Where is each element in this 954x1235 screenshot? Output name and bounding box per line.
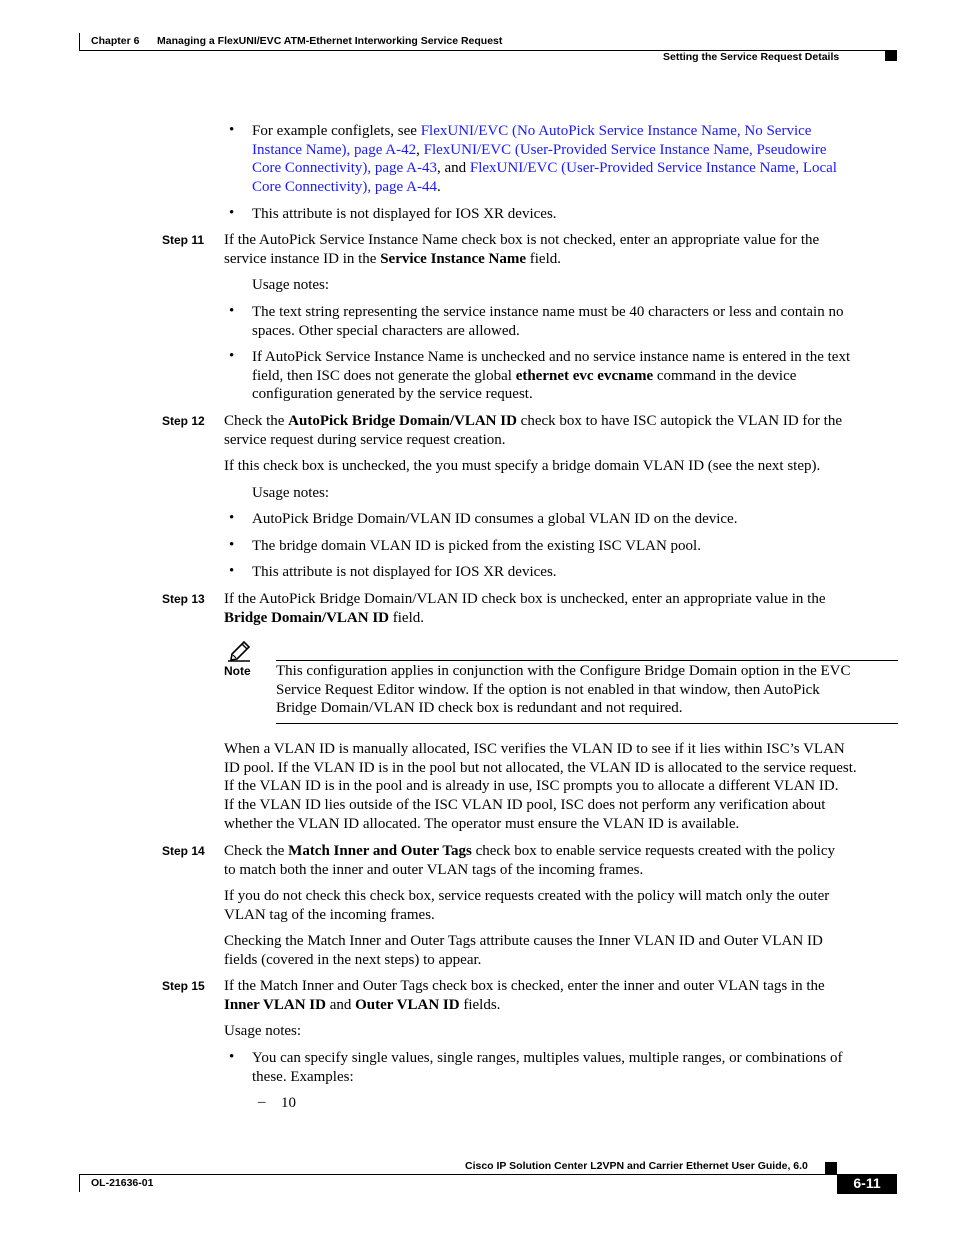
text-line: spaces. Other special characters are allowed.: [252, 322, 520, 339]
text-line: Service Request Editor window. If the option is not enabled in that window, then AutoPick: [276, 681, 820, 698]
period: .: [436, 179, 441, 196]
step-12-label: Step 12: [162, 414, 205, 428]
text-line: When a VLAN ID is manually allocated, ISC verifies the VLAN ID to see if it lies within ISC’s VLAN: [224, 741, 845, 757]
text-line: fields.: [459, 996, 501, 1013]
configlet-intro: For example configlets, see: [252, 123, 421, 139]
configlet-bullet: [252, 122, 902, 197]
separator: , and: [436, 160, 470, 177]
field-name-bridge-domain: Bridge Domain/VLAN ID: [224, 609, 390, 626]
text-line: Check the: [224, 413, 289, 429]
separator: ,: [416, 141, 424, 158]
field-name-autopick-bd: AutoPick Bridge Domain/VLAN ID: [288, 413, 517, 429]
bullet-glyph: •: [229, 1049, 235, 1065]
page-number: 6-11: [853, 1175, 881, 1191]
text-line: If the AutoPick Bridge Domain/VLAN ID check box is unchecked, enter an appropriate value in the: [224, 591, 826, 607]
text-line: to match both the inner and outer VLAN tags of the incoming frames.: [224, 861, 644, 878]
text-line: You can specify single values, single ranges, multiples values, multiple ranges, or combinations of: [252, 1050, 843, 1066]
footer-guide-title: Cisco IP Solution Center L2VPN and Carrier Ethernet User Guide, 6.0: [465, 1160, 808, 1172]
field-name-outer-vlan: Outer VLAN ID: [355, 996, 460, 1013]
text-line: whether the VLAN ID allocated. The operator must ensure the VLAN ID is available.: [224, 815, 740, 832]
text-line: Checking the Match Inner and Outer Tags attribute causes the Inner VLAN ID and Outer VLAN ID: [224, 933, 823, 949]
field-name-inner-vlan: Inner VLAN ID: [224, 996, 326, 1013]
note-pencil-icon: [226, 638, 254, 662]
text-line: This configuration applies in conjunction with the Configure Bridge Domain option in the EVC: [276, 663, 851, 679]
note-top-rule: [276, 660, 898, 661]
text-line: command in the device: [653, 367, 797, 384]
text-line: check box to enable service requests created with the policy: [471, 843, 835, 859]
text-line: If the Match Inner and Outer Tags check box is checked, enter the inner and outer VLAN tags in the: [224, 978, 825, 994]
bullet-glyph: •: [229, 303, 235, 319]
step-13-label: Step 13: [162, 592, 205, 606]
step-11-bullet-1: [252, 303, 902, 340]
header-section: Setting the Service Request Details: [663, 51, 840, 63]
text-line: Bridge Domain/VLAN ID check box is redundant and not required.: [276, 700, 683, 717]
step-12-bullet-1: AutoPick Bridge Domain/VLAN ID consumes a global VLAN ID on the device.: [252, 511, 738, 527]
command-name: ethernet evc evcname: [515, 367, 654, 384]
bullet-glyph: •: [229, 205, 235, 221]
text-line: fields (covered in the next steps) to appear.: [224, 951, 482, 968]
note-label: Note: [224, 664, 251, 678]
bullet-glyph: •: [229, 348, 235, 364]
step-12-text: [224, 412, 904, 449]
bullet-glyph: •: [229, 563, 235, 579]
text-line: Check the: [224, 843, 289, 859]
text-line: VLAN tag of the incoming frames.: [224, 906, 435, 923]
step-14-text: [224, 842, 904, 879]
footer-doc-number: OL-21636-01: [91, 1177, 154, 1189]
text-line: field, then ISC does not generate the global: [252, 367, 516, 384]
step-11-text: [224, 231, 904, 268]
step-14-para-3: [224, 932, 904, 969]
link-local[interactable]: FlexUNI/EVC (User-Provided Service Instance Name, Local: [469, 160, 837, 177]
text-line: configuration generated by the service request.: [252, 386, 533, 403]
text-line: If you do not check this check box, service requests created with the policy will match only the outer: [224, 888, 830, 904]
example-value: 10: [281, 1095, 296, 1111]
footer-left-rule: [79, 1174, 80, 1192]
text-line: ID pool. If the VLAN ID is in the pool but not allocated, the VLAN ID is allocated to the service request.: [224, 759, 857, 776]
bullet-glyph: •: [229, 510, 235, 526]
step-11-line1: If the AutoPick Service Instance Name check box is not checked, enter an appropriate value for the: [224, 232, 820, 248]
text-line: these. Examples:: [252, 1068, 354, 1085]
step-15-bullet-1: [252, 1049, 902, 1086]
header-chapter-title: Managing a FlexUNI/EVC ATM-Ethernet Interworking Service Request: [157, 35, 503, 47]
footer-rule: [79, 1174, 897, 1175]
link-pseudowire-cont[interactable]: Core Connectivity), page A-43: [252, 160, 437, 177]
usage-notes-label: Usage notes:: [224, 1023, 302, 1039]
step-14-label: Step 14: [162, 844, 205, 858]
step-13-text: [224, 590, 904, 627]
field-name-match-tags: Match Inner and Outer Tags: [288, 843, 472, 859]
step-11-line2: service instance ID in the: [224, 250, 381, 267]
step-12-bullet-2: The bridge domain VLAN ID is picked from the existing ISC VLAN pool.: [252, 538, 701, 554]
note-text: [276, 662, 901, 718]
bullet-glyph: •: [229, 122, 235, 138]
header-marker-block: [885, 50, 897, 61]
link-no-autopick[interactable]: FlexUNI/EVC (No AutoPick Service Instance Name, No Service: [420, 123, 812, 139]
ios-xr-bullet: This attribute is not displayed for IOS XR devices.: [252, 206, 557, 222]
step-12-para-2: If this check box is unchecked, the you must specify a bridge domain VLAN ID (see the next step).: [224, 458, 821, 474]
text-line: check box to have ISC autopick the VLAN ID for the: [516, 413, 842, 429]
dash-glyph: –: [258, 1094, 266, 1110]
step-12-bullet-3: This attribute is not displayed for IOS XR devices.: [252, 564, 557, 580]
text-line: and: [325, 996, 356, 1013]
link-local-cont[interactable]: Core Connectivity), page A-44: [252, 179, 437, 196]
step-11-line2-end: field.: [526, 250, 561, 267]
usage-notes-label: Usage notes:: [252, 485, 330, 501]
text-line: If AutoPick Service Instance Name is unchecked and no service instance name is entered in the text: [252, 349, 851, 365]
step-15-label: Step 15: [162, 979, 205, 993]
header-left-rule: [79, 33, 80, 51]
vlan-allocation-paragraph: [224, 740, 914, 834]
usage-notes-label: Usage notes:: [252, 277, 330, 293]
step-11-bullet-2: [252, 348, 902, 404]
field-name-service-instance: Service Instance Name: [380, 250, 526, 267]
header-chapter: Chapter 6: [91, 35, 140, 47]
text-line: The text string representing the service instance name must be 40 characters or less and contain no: [252, 304, 844, 320]
step-14-para-2: [224, 887, 904, 924]
step-11-label: Step 11: [162, 233, 205, 247]
footer-marker-block: [825, 1162, 837, 1174]
text-line: field.: [389, 609, 425, 626]
note-bottom-rule: [276, 723, 898, 724]
link-pseudowire[interactable]: FlexUNI/EVC (User-Provided Service Instance Name, Pseudowire: [423, 141, 827, 158]
link-no-autopick-cont[interactable]: Instance Name), page A-42: [252, 141, 417, 158]
bullet-glyph: •: [229, 537, 235, 553]
step-15-text: [224, 977, 904, 1014]
text-line: service request during service request creation.: [224, 431, 506, 448]
text-line: If the VLAN ID is in the pool and is already in use, ISC prompts you to allocate a different VLAN ID.: [224, 778, 839, 795]
text-line: If the VLAN ID lies outside of the ISC VLAN ID pool, ISC does not perform any verification about: [224, 797, 826, 814]
